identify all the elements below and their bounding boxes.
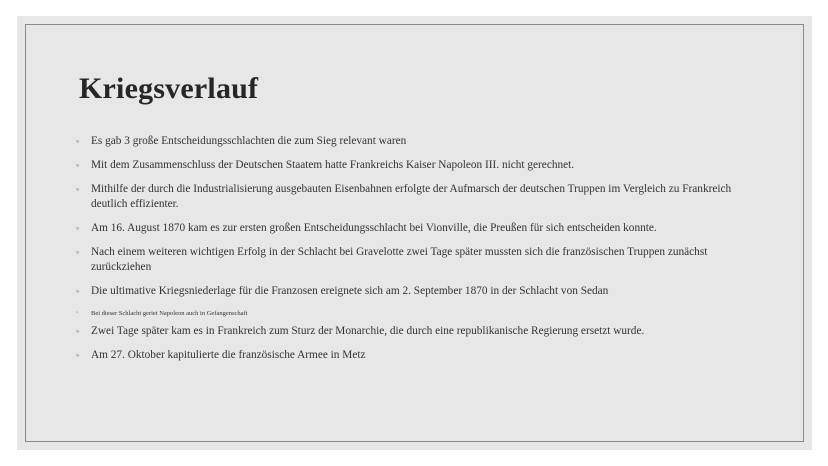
bullet-text: Am 27. Oktober kapitulierte die französische Armee in Metz: [91, 349, 366, 361]
bullet-text: Am 16. August 1870 kam es zur ersten großen Entscheidungsschlacht bei Vionville, die Preußen für sich entscheiden konnte.: [91, 222, 657, 234]
bullet-text: Bei dieser Schlacht geriet Napoleon auch in Gefangenschaft: [91, 310, 248, 317]
bullet-item: [75, 158, 755, 173]
bullet-marker-icon: ◦: [76, 160, 80, 170]
slide-title: Kriegsverlauf: [79, 72, 259, 105]
bullet-item: [75, 182, 755, 212]
bullet-item: [75, 284, 755, 299]
bullet-item: [75, 245, 755, 275]
bullet-marker-icon: ◦: [76, 286, 80, 296]
bullet-text: Nach einem weiteren wichtigen Erfolg in der Schlacht bei Gravelotte zwei Tage später mussten sich die französischen Truppen zunächst zurückziehen: [91, 246, 708, 273]
bullet-item: [75, 324, 755, 339]
bullet-item-small: [75, 308, 755, 319]
bullet-item: [75, 348, 755, 363]
bullet-marker-icon: ◦: [76, 247, 80, 257]
slide: [17, 16, 812, 450]
bullet-text: Zwei Tage später kam es in Frankreich zum Sturz der Monarchie, die durch eine republikanische Regierung ersetzt wurde.: [91, 325, 645, 337]
bullet-marker-icon: ◦: [76, 350, 80, 360]
bullet-marker-icon: ◦: [76, 184, 80, 194]
bullet-marker-icon: ◦: [76, 310, 79, 316]
bullet-text: Mit dem Zusammenschluss der Deutschen Staatem hatte Frankreichs Kaiser Napoleon III. nicht gerechnet.: [91, 159, 575, 171]
bullet-text: Mithilfe der durch die Industrialisierung ausgebauten Eisenbahnen erfolgte der Aufmarsch der deutschen Truppen im Vergleich zu Frankreich deutlich effizienter.: [91, 183, 732, 210]
bullet-marker-icon: ◦: [76, 326, 80, 336]
bullet-marker-icon: ◦: [76, 136, 80, 146]
bullet-item: [75, 134, 755, 149]
bullet-text: Die ultimative Kriegsniederlage für die Franzosen ereignete sich am 2. September 1870 in der Schlacht von Sedan: [91, 285, 609, 297]
bullet-text: Es gab 3 große Entscheidungsschlachten die zum Sieg relevant waren: [91, 135, 407, 147]
bullet-item: [75, 221, 755, 236]
bullet-marker-icon: ◦: [76, 223, 80, 233]
bullet-list: [75, 134, 755, 372]
